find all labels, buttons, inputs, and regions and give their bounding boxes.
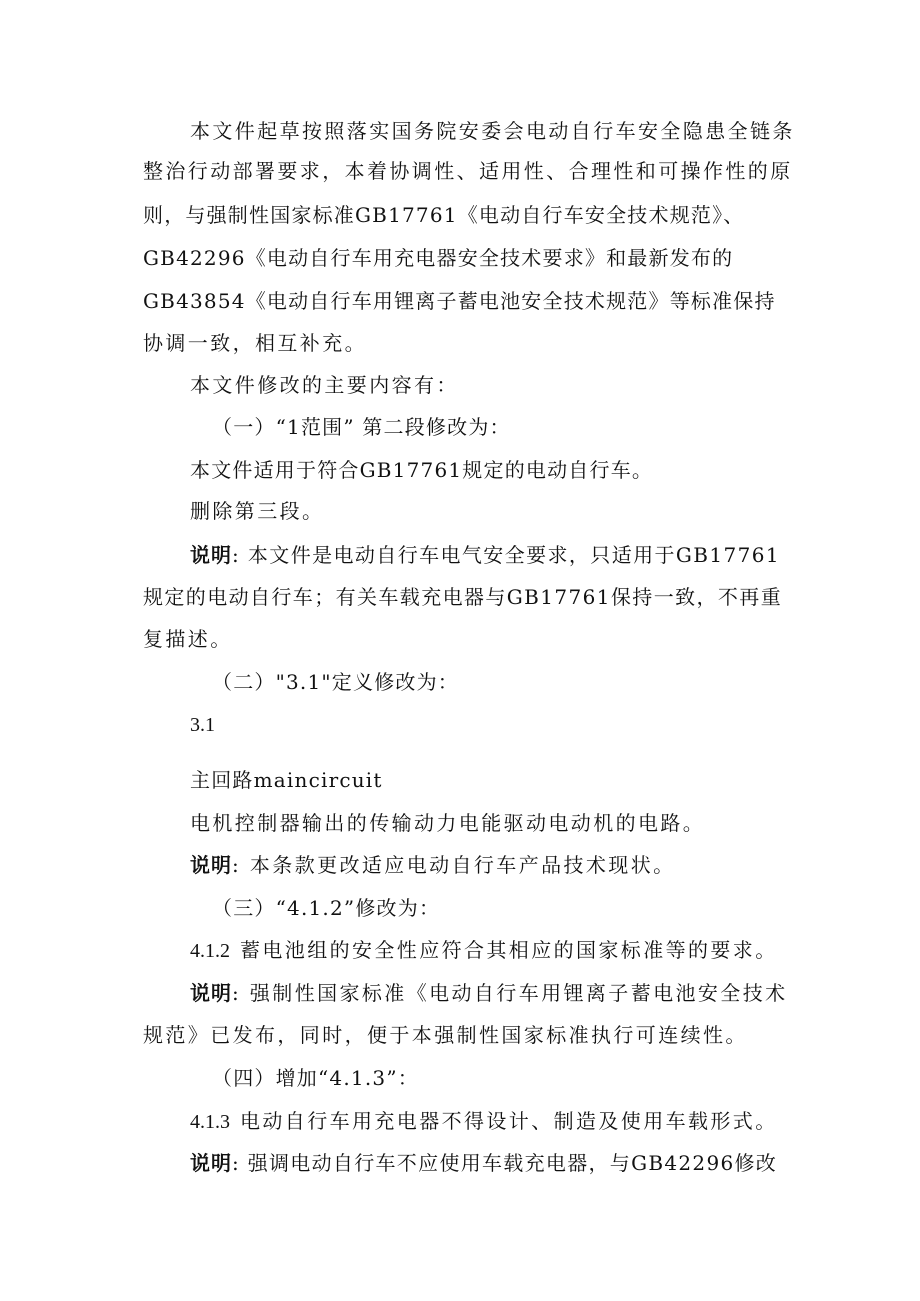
item1-note-line-1 <box>190 537 780 573</box>
note-text: : 本条款更改适应电动自行车产品技术现状。 <box>232 853 676 877</box>
clause-number: 4.1.3 <box>190 1111 230 1133</box>
clause-number: 4.1.2 <box>190 940 230 962</box>
intro-line-5: GB43854《电动自行车用锂离子蓄电池安全技术规范》等标准保持 <box>143 289 776 313</box>
note-label: 说明 <box>190 981 232 1005</box>
item4-clause <box>190 1103 778 1140</box>
intro-line-4: GB42296《电动自行车用充电器安全技术要求》和最新发布的 <box>143 246 734 270</box>
note-label: 说明 <box>190 543 232 567</box>
item4-heading: （四）增加“4.1.3”： <box>212 1066 419 1090</box>
item4-note-line-1 <box>190 1145 777 1181</box>
item2-clause-number: 3.1 <box>190 714 215 736</box>
clause-text: 蓄电池组的安全性应符合其相应的国家标准等的要求。 <box>240 938 778 962</box>
intro-line-1: 本文件起草按照落实国务院安委会电动自行车安全隐患全链条 <box>190 119 795 143</box>
item2-term: 主回路maincircuit <box>190 768 383 792</box>
item2-note <box>190 847 676 883</box>
item1-heading: （一）“1范围” 第二段修改为： <box>212 415 511 439</box>
intro-line-6: 协调一致，相互补充。 <box>143 331 367 355</box>
intro-line-2: 整治行动部署要求，本着协调性、适用性、合理性和可操作性的原 <box>143 159 793 183</box>
clause-text: 电动自行车用充电器不得设计、制造及使用车载形式。 <box>240 1109 778 1133</box>
main-content-title: 本文件修改的主要内容有： <box>190 373 459 397</box>
note-label: 说明 <box>190 1151 232 1175</box>
item2-definition: 电机控制器输出的传输动力电能驱动电动机的电路。 <box>190 811 706 835</box>
item3-clause <box>190 932 778 969</box>
note-text: : 本文件是电动自行车电气安全要求，只适用于GB17761 <box>232 543 780 567</box>
note-label: 说明 <box>190 853 232 877</box>
item1-note-line-3: 复描述。 <box>143 627 233 651</box>
item2-heading: （二）"3.1"定义修改为： <box>212 670 460 694</box>
item1-note-line-2: 规定的电动自行车；有关车载充电器与GB17761保持一致，不再重 <box>143 585 783 609</box>
item3-note-line-2: 规范》已发布，同时，便于本强制性国家标准执行可连续性。 <box>143 1023 748 1047</box>
item1-text-2: 删除第三段。 <box>190 499 325 523</box>
note-text: : 强制性国家标准《电动自行车用锂离子蓄电池安全技术 <box>232 981 788 1005</box>
item1-text-1: 本文件适用于符合GB17761规定的电动自行车。 <box>190 458 654 482</box>
item3-note-line-1 <box>190 975 788 1011</box>
item3-heading: （三）“4.1.2”修改为： <box>212 896 441 920</box>
intro-line-3: 则，与强制性国家标准GB17761《电动自行车安全技术规范》、 <box>143 203 745 227</box>
note-text: : 强调电动自行车不应使用车载充电器，与GB42296修改 <box>232 1151 778 1175</box>
